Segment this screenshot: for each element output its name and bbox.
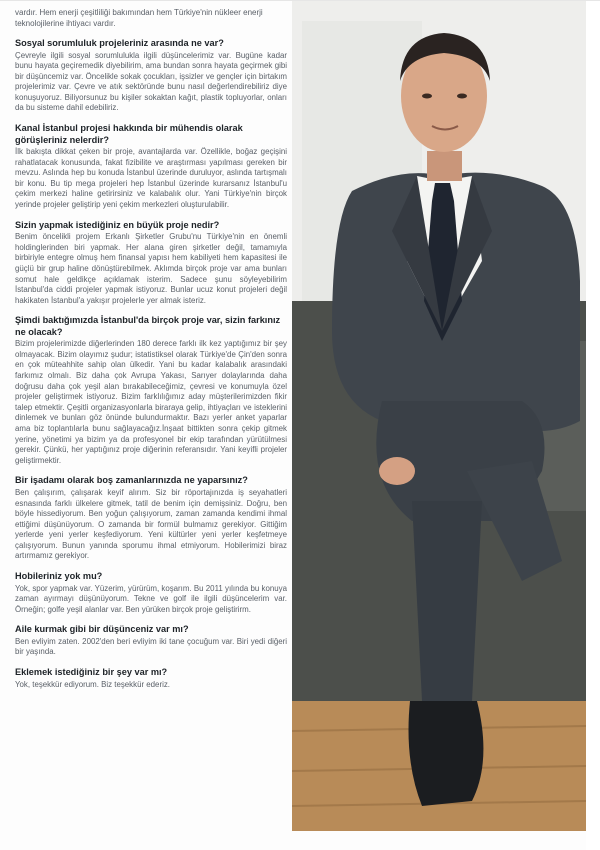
question-heading: Sizin yapmak istediğiniz en büyük proje nedir? xyxy=(15,219,220,230)
intro-paragraph: vardır. Hem enerji çeşitliliği bakımından hem Türkiye'nin nükleer enerji teknolojilerine ihtiyacı vardır. xyxy=(15,8,263,28)
shoe xyxy=(409,701,484,806)
answer-paragraph: Çevreyle ilgili sosyal sorumlulukla ilgili düşüncelerimiz var. Bugüne kadar bunu hayata geçiremedik diyebilirim, ama bundan sonra hayata geçirmek gibi bir düşüncemiz var. Öncelikle sokak çocukları, işsizler ve gençler için birtakım projelerimiz var. Çevre ve atık sektöründe bunu nasıl değerlendirebiliriz diye konuşuyoruz. Biliyorsunuz bu kişiler sokaktan kağıt, plastik topluyorlar, onları da bu sisteme dahil edebiliriz. xyxy=(15,50,287,113)
qa-block xyxy=(15,571,287,615)
answer-paragraph: Bizim projelerimizde diğerlerinden 180 derece farklı ilk kez yaptığımız bir şey olmayacak. Bizim olayımız şudur; istatistiksel olarak Türkiye'de Çin'den sonra en çok müteahhite sahip olan ülkedir. Yani bu kadar kalabalık arasındaki farkımız olmalı. Biz daha çok Avrupa Yakası, Sarıyer dolaylarında daha doğrusu daha çok yeşil alan bırakabileceğimiz, çevresi ve konumuyla özel projeler geliştirmek istiyoruz. Bizim farklılığımız aday müşterilerimizden fikir talep etmektir. Çeşitli organizasyonlarla biraraya gelip, ihtiyaçları ve isteklerini dinlemek ve bunları göz önünde bulundurmaktır. Bazı yerler anket yaparlar ama biz toplantılarla bunu sağlayacağız.İnşaat bittikten sonra çekip gitmek yerine, yönetimi ya bizim ya da profesyonel bir ekip tarafından yürütülmesi gerekir. Çünkü, her yaptığınız proje diğerinin referansıdır. Yani keyifli projeler geliştirmektir. xyxy=(15,339,287,465)
hand xyxy=(379,457,415,485)
question-heading: Hobileriniz yok mu? xyxy=(15,571,103,582)
answer-paragraph: Yok, spor yapmak var. Yüzerim, yürürüm, koşarım. Bu 2011 yılında bu konuya zaman ayırmayı düşünüyorum. Tekne ve golf ile ilgili düşüncelerim var. Örneğin; golfe yeşil alanlar var. Ben yürüken birçok proje geliştirirm. xyxy=(15,583,287,614)
answer-paragraph: Ben çalışırım, çalışarak keyif alırım. Siz bir röportajınızda iş seyahatleri esnasında farklı ülkelere gitmek, tatil de benim için demişsiniz. Doğru, ben böyle hissediyorum. Ben yoğun çalışıyorum, zaman zamanda kendimi ihmal ettiğimi düşünüyorum. O zamanda bir formül bulmamız gerekiyor. Gittiğim yerlerde yeni yerler keşfediyorum. Yeni kültürler yeni yerler keşfetmeye çalışıyorum. Bunun yanında sporumu ihmal etmiyorum. Hobilerimizi biraz artırmamız gerekiyor. xyxy=(15,487,287,561)
qa-block xyxy=(15,38,287,114)
qa-block xyxy=(15,315,287,466)
qa-block xyxy=(15,624,287,658)
qa-block xyxy=(15,667,287,690)
question-heading: Şimdi baktığımızda İstanbul'da birçok proje var, sizin farkınız ne olacak? xyxy=(15,315,281,337)
portrait-illustration xyxy=(292,1,586,831)
answer-paragraph: Ben evliyim zaten. 2002'den beri evliyim iki tane çocuğum var. Biri yedi diğeri bir yaşında. xyxy=(15,636,287,657)
qa-block xyxy=(15,123,287,211)
qa-block xyxy=(15,220,287,307)
answer-paragraph: Benim öncelikli projem Erkanlı Şirketler Grubu'nu Türkiye'nin en önemli holdinglerinden biri yapmak. Her alana giren şirketler değil, tamamıyla birbiriyle entegre olmuş hem finansal yapısı hem kabiliyeti hem kapasitesi ile güçlü bir grup haline dönüştürebilmek. Aklımda birçok proje var ama bunları somut hale geldikçe açıklamak isterim. Sadece şunu söyleyebilirim İstanbul'da ciddi projeler yapmak istiyoruz. Bunlar ucuz konut projeleri değil hakikaten İstanbul'a yakışır projelerle yer almak isteriz. xyxy=(15,232,287,305)
qa-block xyxy=(15,475,287,562)
left-eye xyxy=(422,94,432,99)
interview-text-column xyxy=(15,7,287,699)
question-heading: Bir işadamı olarak boş zamanlarınızda ne yaparsınız? xyxy=(15,475,248,486)
question-heading: Aile kurmak gibi bir düşünceniz var mı? xyxy=(15,624,189,635)
lower-leg xyxy=(412,501,482,701)
question-heading: Eklemek istediğiniz bir şey var mı? xyxy=(15,667,168,678)
portrait-photo xyxy=(292,1,586,831)
answer-paragraph: Yok, teşekkür ediyorum. Biz teşekkür ederiz. xyxy=(15,679,170,689)
question-heading: Kanal İstanbul projesi hakkında bir mühendis olarak görüşleriniz nelerdir? xyxy=(15,123,243,145)
question-heading: Sosyal sorumluluk projeleriniz arasında ne var? xyxy=(15,38,224,48)
neck xyxy=(427,151,462,181)
page-margin xyxy=(586,1,600,850)
answer-paragraph: İlk bakışta dikkat çeken bir proje, avantajlarda var. Özellikle, boğaz geçişini rahatlatacak konusunda, fakat fizibilite ve araştırması yapılması gereken bir mevzu. Aslında hep bu konuda İstanbul üzerinde duruluyor, aslında tartışmalı bir konu. Bu tip mega projeleri hep İstanbul üzerinde kurarsanız İstanbul'u çekim merkezi haline getirirsiniz ve kalabalık olur. Yani Türkiye'nin birçok yerinde projeler geliştirip yeni çekim merkezleri oluşturulabilir. xyxy=(15,147,287,210)
right-eye xyxy=(457,94,467,99)
